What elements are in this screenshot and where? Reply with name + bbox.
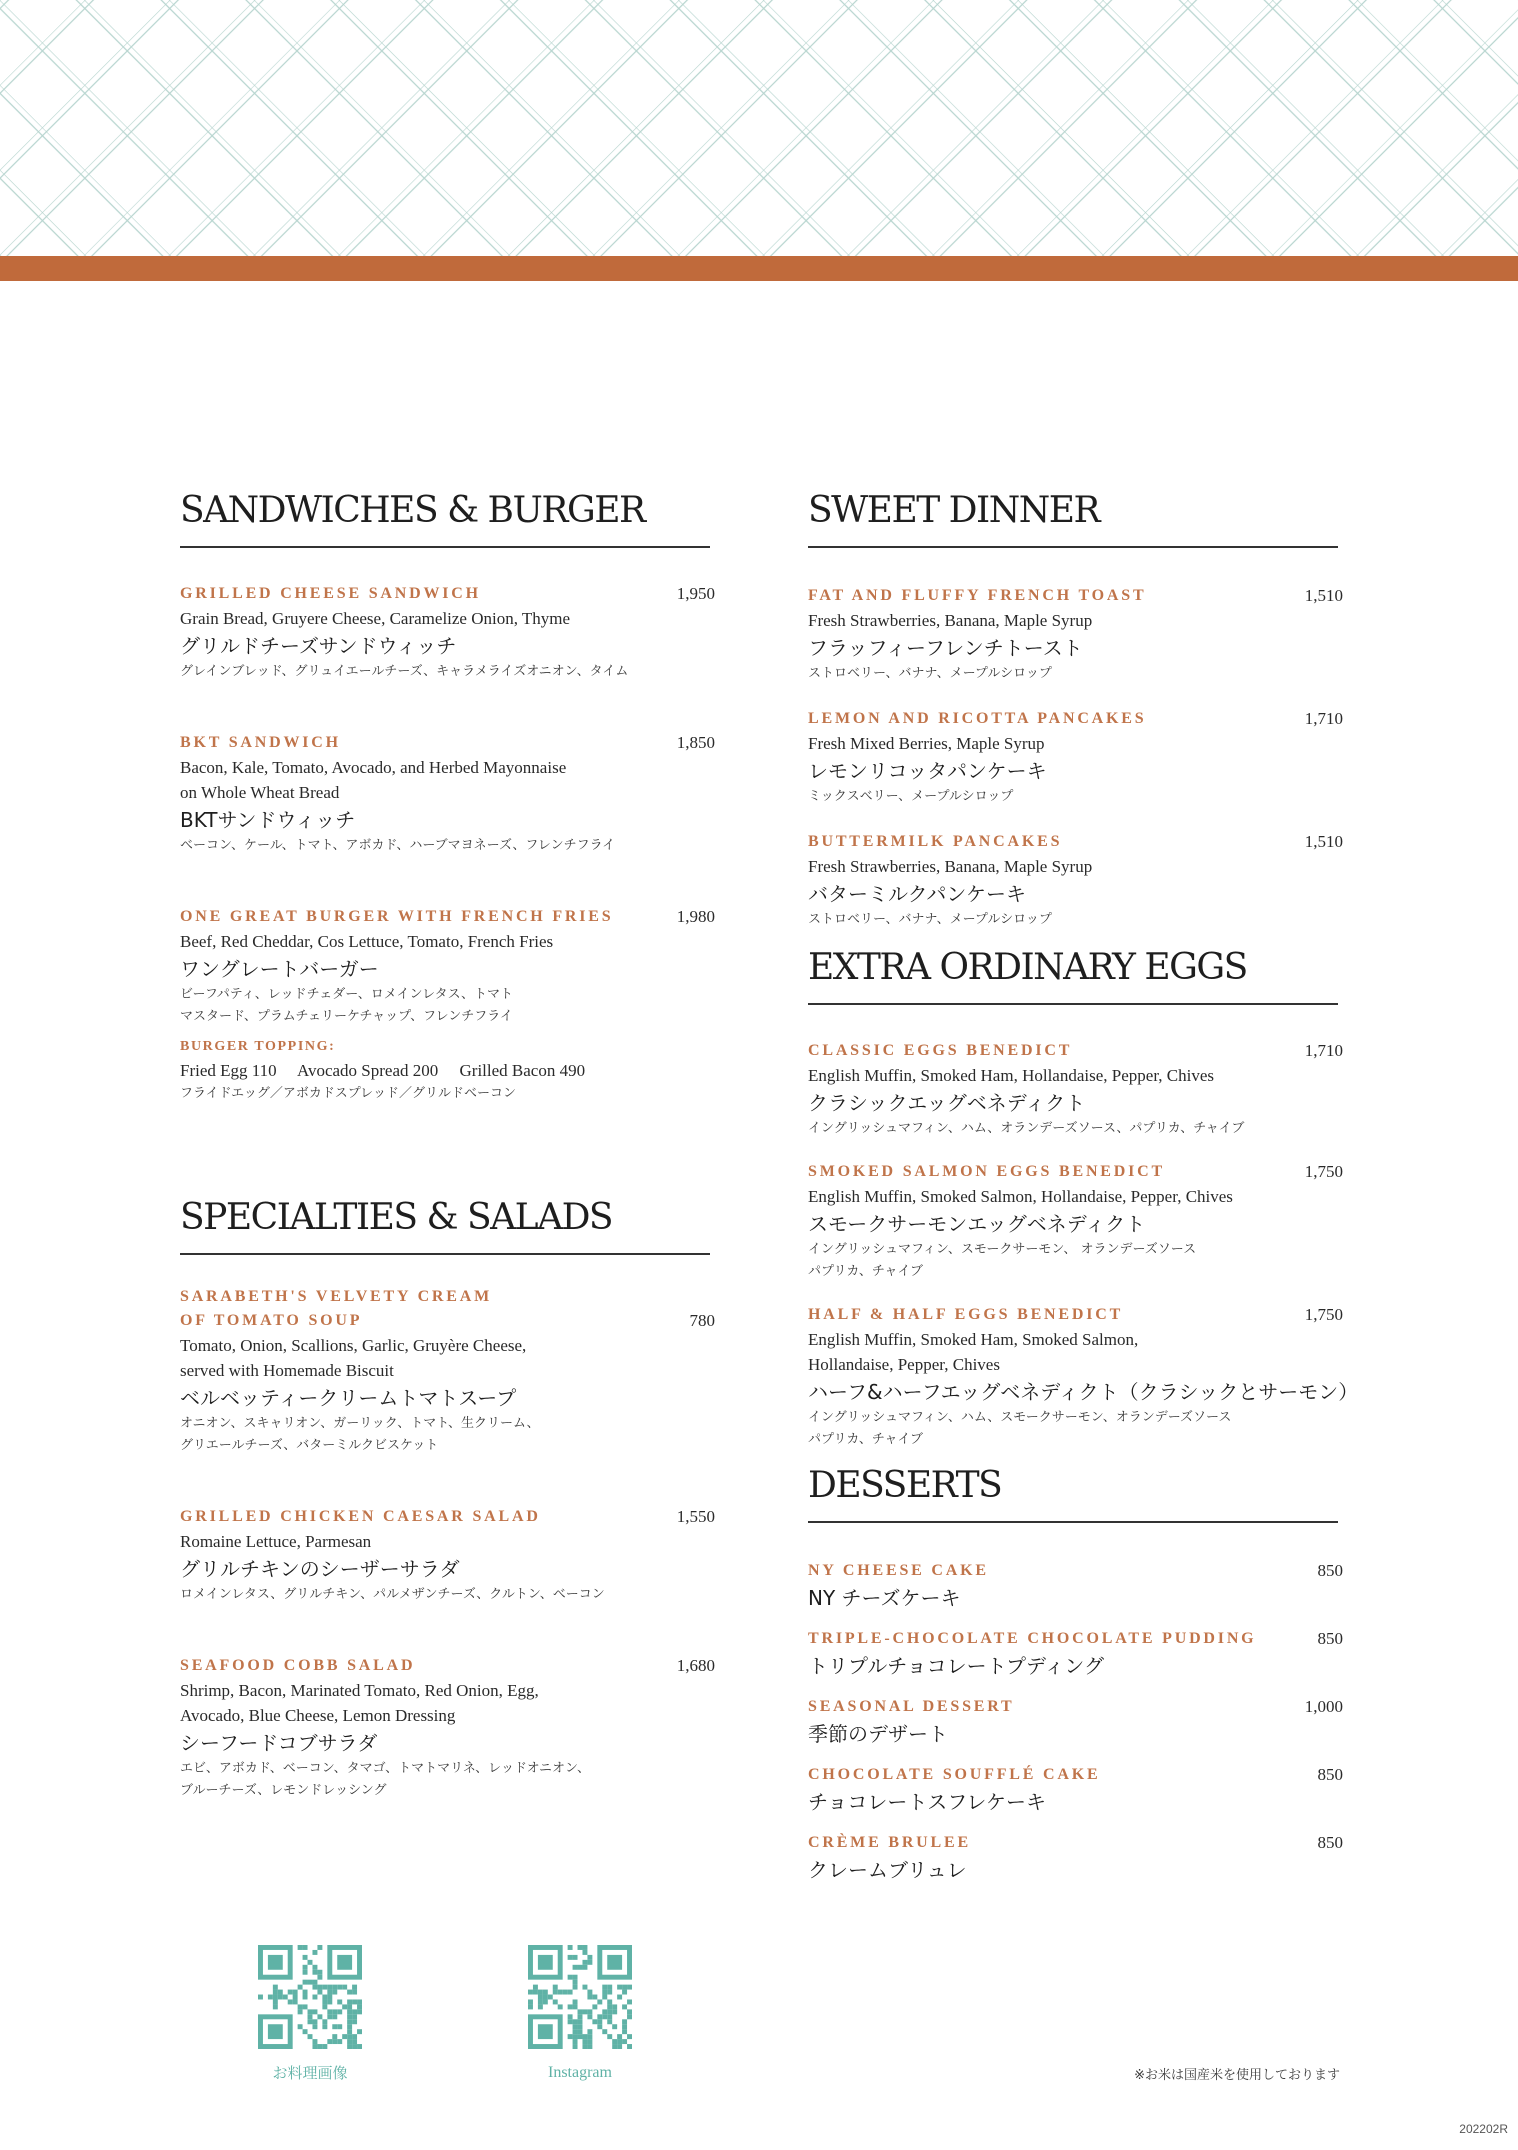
instagram-qr-label: Instagram <box>548 2064 612 2081</box>
item-name: SEASONAL DESSERT <box>808 1698 1015 1715</box>
item-description: Romaine Lettuce, Parmesan <box>180 1532 372 1551</box>
item-description-jp: グリエールチーズ、バターミルクビスケット <box>180 1438 439 1453</box>
food-photos-qr-code[interactable] <box>258 1945 362 2049</box>
menu-item <box>808 1160 1343 1283</box>
item-description-jp: ストロベリー、バナナ、メープルシロップ <box>808 912 1052 927</box>
item-name: SARABETH'S VELVETY CREAM <box>180 1288 493 1305</box>
item-description: Avocado, Blue Cheese, Lemon Dressing <box>180 1706 456 1725</box>
item-description: Shrimp, Bacon, Marinated Tomato, Red Onion, Egg, <box>180 1681 539 1700</box>
burger-topping <box>180 1036 715 1105</box>
item-price: 850 <box>1317 1833 1343 1852</box>
item-name: FAT AND FLUFFY FRENCH TOAST <box>808 587 1147 604</box>
item-price: 780 <box>689 1311 715 1330</box>
menu-item <box>808 1303 1359 1451</box>
section-divider <box>808 1521 1338 1523</box>
item-price: 850 <box>1317 1561 1343 1580</box>
item-price: 1,750 <box>1304 1305 1343 1324</box>
item-description-jp: パプリカ、チャイブ <box>808 1264 924 1279</box>
menu-item <box>808 1627 1343 1681</box>
item-price: 1,510 <box>1304 832 1343 851</box>
section-title-desserts: DESSERTS <box>808 1465 1002 1506</box>
item-description: English Muffin, Smoked Salmon, Hollandaise, Pepper, Chives <box>808 1187 1233 1206</box>
item-name-jp: ハーフ&ハーフエッグベネディクト（クラシックとサーモン） <box>808 1380 1359 1404</box>
header-accent-band <box>0 256 1518 281</box>
item-name-jp: グリルドチーズサンドウィッチ <box>180 634 457 658</box>
item-name-jp: レモンリコッタパンケーキ <box>808 759 1047 783</box>
item-description-jp: ビーフパティ、レッドチェダー、ロメインレタス、トマト <box>180 987 513 1002</box>
section-title-sweet-dinner: SWEET DINNER <box>808 490 1100 531</box>
item-name: BUTTERMILK PANCAKES <box>808 833 1063 850</box>
item-name-jp: スモークサーモンエッグベネディクト <box>808 1212 1146 1236</box>
item-name: CLASSIC EGGS BENEDICT <box>808 1042 1073 1059</box>
item-price: 1,510 <box>1304 586 1343 605</box>
item-description: English Muffin, Smoked Ham, Smoked Salmon, <box>808 1330 1139 1349</box>
item-name-jp: ベルベッティークリームトマトスープ <box>180 1386 517 1410</box>
eggs-list <box>808 1039 1359 1451</box>
item-description-jp: イングリッシュマフィン、スモークサーモン、 オランデーズソース <box>808 1242 1197 1257</box>
item-price: 1,680 <box>676 1656 715 1675</box>
item-description-jp: イングリッシュマフィン、ハム、スモークサーモン、オランデーズソース <box>808 1410 1232 1425</box>
item-description: Bacon, Kale, Tomato, Avocado, and Herbed Mayonnaise <box>180 758 567 777</box>
item-price: 1,950 <box>676 584 715 603</box>
item-name: CHOCOLATE SOUFFLÉ CAKE <box>808 1766 1101 1783</box>
item-description: Fresh Strawberries, Banana, Maple Syrup <box>808 611 1093 630</box>
menu-item <box>808 1831 1343 1885</box>
menu-item <box>808 707 1343 808</box>
item-name-jp: グリルチキンのシーザーサラダ <box>180 1557 460 1581</box>
item-price: 1,000 <box>1304 1697 1343 1716</box>
item-description: Grain Bread, Gruyere Cheese, Caramelize Onion, Thyme <box>180 609 571 628</box>
item-description-jp: ベーコン、ケール、トマト、アボカド、ハーブマヨネーズ、フレンチフライ <box>180 838 616 853</box>
menu-item <box>180 1505 715 1606</box>
rice-origin-note: ※お米は国産米を使用しております <box>1134 2068 1340 2083</box>
menu-version-code: 202202R <box>1459 2122 1508 2136</box>
menu-item <box>180 582 715 683</box>
item-price: 1,980 <box>676 907 715 926</box>
item-description: served with Homemade Biscuit <box>180 1361 394 1380</box>
menu-item <box>808 584 1343 685</box>
instagram-qr-code[interactable] <box>528 1945 632 2049</box>
menu-item <box>180 1654 715 1802</box>
section-divider <box>180 1253 710 1255</box>
item-price: 1,750 <box>1304 1162 1343 1181</box>
section-title-specialties: SPECIALTIES & SALADS <box>180 1197 613 1238</box>
item-description: Fresh Mixed Berries, Maple Syrup <box>808 734 1045 753</box>
item-name: GRILLED CHEESE SANDWICH <box>180 585 481 602</box>
item-description-jp: マスタード、プラムチェリーケチャップ、フレンチフライ <box>180 1009 513 1024</box>
section-divider <box>808 546 1338 548</box>
burger-topping-options: Fried Egg 110 Avocado Spread 200 Grilled Bacon 490 <box>180 1061 586 1080</box>
item-description: English Muffin, Smoked Ham, Hollandaise, Pepper, Chives <box>808 1066 1215 1085</box>
item-name: BKT SANDWICH <box>180 734 341 751</box>
item-description-jp: ロメインレタス、グリルチキン、パルメザンチーズ、クルトン、ベーコン <box>180 1587 605 1602</box>
item-name-jp: チョコレートスフレケーキ <box>808 1790 1046 1814</box>
item-description: Fresh Strawberries, Banana, Maple Syrup <box>808 857 1093 876</box>
item-name: SEAFOOD COBB SALAD <box>180 1657 416 1674</box>
item-description-jp: エビ、アボカド、ベーコン、タマゴ、トマトマリネ、レッドオニオン、 <box>180 1761 591 1776</box>
item-description: Hollandaise, Pepper, Chives <box>808 1355 1000 1374</box>
item-description: Beef, Red Cheddar, Cos Lettuce, Tomato, French Fries <box>180 932 554 951</box>
dessert-list <box>808 1559 1343 1885</box>
item-price: 1,710 <box>1304 1041 1343 1060</box>
sandwich-list <box>180 582 715 1028</box>
item-name: LEMON AND RICOTTA PANCAKES <box>808 710 1147 727</box>
item-description-jp: ミックスベリー、メープルシロップ <box>808 789 1014 804</box>
item-price: 1,850 <box>676 733 715 752</box>
burger-topping-label: BURGER TOPPING: <box>180 1039 336 1054</box>
item-description-jp: グレインブレッド、グリュイエールチーズ、キャラメライズオニオン、タイム <box>180 664 629 679</box>
sweet-dinner-list <box>808 584 1343 931</box>
section-title-sandwiches: SANDWICHES & BURGER <box>180 490 645 531</box>
item-name-jp: バターミルクパンケーキ <box>808 882 1026 906</box>
item-name: TRIPLE-CHOCOLATE CHOCOLATE PUDDING <box>808 1630 1257 1647</box>
item-description-jp: オニオン、スキャリオン、ガーリック、トマト、生クリーム、 <box>180 1416 540 1431</box>
section-title-eggs: EXTRA ORDINARY EGGS <box>808 947 1247 988</box>
item-name-jp: ワングレートバーガー <box>180 957 379 981</box>
item-description: Tomato, Onion, Scallions, Garlic, Gruyère Cheese, <box>180 1336 527 1355</box>
item-name: SMOKED SALMON EGGS BENEDICT <box>808 1163 1165 1180</box>
item-name-jp: NY チーズケーキ <box>808 1586 961 1610</box>
menu-item <box>808 1039 1343 1140</box>
header-lattice-pattern <box>0 0 1518 256</box>
food-photos-qr-label: お料理画像 <box>272 2064 348 2082</box>
menu-item <box>808 1763 1343 1817</box>
menu-item <box>808 830 1343 931</box>
item-name-jp: クレームブリュレ <box>808 1858 967 1882</box>
specialty-list <box>180 1285 715 1802</box>
item-description-jp: パプリカ、チャイブ <box>808 1432 924 1447</box>
item-price: 1,550 <box>676 1507 715 1526</box>
section-divider <box>808 1003 1338 1005</box>
item-name: GRILLED CHICKEN CAESAR SALAD <box>180 1508 541 1525</box>
item-name: ONE GREAT BURGER WITH FRENCH FRIES <box>180 908 614 925</box>
item-description-jp: ストロベリー、バナナ、メープルシロップ <box>808 666 1052 681</box>
item-description: on Whole Wheat Bread <box>180 783 340 802</box>
section-divider <box>180 546 710 548</box>
item-name-jp: クラシックエッグベネディクト <box>808 1091 1086 1115</box>
item-price: 850 <box>1317 1765 1343 1784</box>
menu-item <box>180 1285 715 1457</box>
item-name-jp: 季節のデザート <box>808 1722 948 1746</box>
menu-item <box>808 1695 1343 1749</box>
left-column <box>180 490 715 1802</box>
item-price: 850 <box>1317 1629 1343 1648</box>
item-description-jp: イングリッシュマフィン、ハム、オランデーズソース、パプリカ、チャイブ <box>808 1121 1245 1136</box>
item-name: NY CHEESE CAKE <box>808 1562 989 1579</box>
burger-topping-jp: フライドエッグ／アボカドスプレッド／グリルドベーコン <box>180 1086 517 1101</box>
item-name: OF TOMATO SOUP <box>180 1312 363 1329</box>
item-name: CRÈME BRULEE <box>808 1834 971 1851</box>
item-price: 1,710 <box>1304 709 1343 728</box>
menu-item <box>180 731 715 857</box>
item-description-jp: ブルーチーズ、レモンドレッシング <box>180 1783 387 1798</box>
item-name: HALF & HALF EGGS BENEDICT <box>808 1306 1124 1323</box>
menu-item <box>808 1559 1343 1613</box>
right-column <box>808 490 1359 1885</box>
item-name-jp: BKTサンドウィッチ <box>180 808 356 832</box>
item-name-jp: シーフードコブサラダ <box>180 1731 378 1755</box>
menu-item <box>180 905 715 1028</box>
item-name-jp: トリプルチョコレートプディング <box>808 1654 1104 1678</box>
item-name-jp: フラッフィーフレンチトースト <box>808 636 1083 660</box>
